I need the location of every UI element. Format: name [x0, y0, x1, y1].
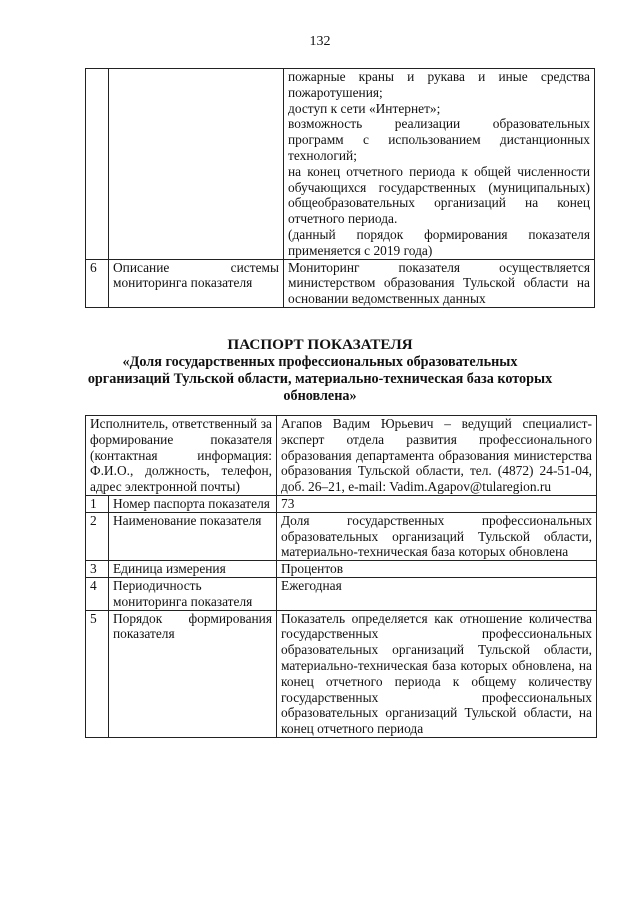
row-value: [284, 69, 595, 260]
row-number: 1: [86, 495, 109, 512]
executor-value: Агапов Вадим Юрьевич – ведущий специалист-эксперт отдела развития профессионального образования департамента образования министерства образования Тульской области, тел. (4872) 24-51-04, доб. 26–21, e-mail: Vadim.Agapov@tularegion.ru: [277, 416, 597, 496]
row-value: Процентов: [277, 561, 597, 578]
value-line: пожарные краны и рукава и иные средства пожаротушения;: [288, 69, 590, 100]
row-number: 2: [86, 512, 109, 560]
page-number: 132: [309, 34, 331, 49]
executor-label: Исполнитель, ответственный за формирование показателя (контактная информация: Ф.И.О., должность, телефон, адрес электронной почты): [86, 416, 277, 496]
row-label: Описание системы мониторинга показателя: [109, 259, 284, 307]
row-value: Показатель определяется как отношение количества государственных профессиональных образовательных организаций Тульской области, материально-техническая база которых обновлена, на конец отчетного периода к общему количеству государственных профессиональных образовательных организаций Тульской области, на конец отчетного периода: [277, 610, 597, 737]
row-number: 5: [86, 610, 109, 737]
row-label: Номер паспорта показателя: [109, 495, 277, 512]
row-value: 73: [277, 495, 597, 512]
row-number: 6: [86, 259, 109, 307]
table-row: [86, 495, 597, 512]
row-label: Периодичность мониторинга показателя: [109, 577, 277, 610]
row-label: [109, 69, 284, 260]
row-value: [284, 259, 595, 307]
row-label: Порядок формирования показателя: [109, 610, 277, 737]
row-label: Единица измерения: [109, 561, 277, 578]
value-line: Мониторинг показателя осуществляется министерством образования Тульской области на основании ведомственных данных: [288, 259, 590, 307]
value-line: доступ к сети «Интернет»;: [288, 100, 441, 116]
value-line: на конец отчетного периода к общей численности обучающихся государственных (муниципальных) общеобразовательных организаций на конец отчетного периода.: [288, 163, 590, 227]
passport-title: ПАСПОРТ ПОКАЗАТЕЛЯ: [227, 336, 413, 353]
table-row: [86, 416, 597, 496]
passport-subtitle: «Доля государственных профессиональных образовательных организаций Тульской области, материально-техническая база которых обновлена»: [87, 354, 553, 404]
value-line: (данный порядок формирования показателя применяется с 2019 года): [288, 226, 590, 258]
continuation-table: [85, 68, 595, 308]
table-row: [86, 561, 597, 578]
row-value: Ежегодная: [277, 577, 597, 610]
table-row: [86, 577, 597, 610]
row-number: 3: [86, 561, 109, 578]
row-value: Доля государственных профессиональных образовательных организаций Тульской области, материально-техническая база которых обновлена: [277, 512, 597, 560]
passport-heading: [0, 336, 640, 405]
table-row: [86, 259, 595, 307]
row-label: Наименование показателя: [109, 512, 277, 560]
table-row: [86, 610, 597, 737]
value-line: возможность реализации образовательных программ с использованием дистанционных технологий;: [288, 116, 590, 163]
row-number: [86, 69, 109, 260]
row-number: 4: [86, 577, 109, 610]
table-row: [86, 512, 597, 560]
passport-table: [85, 415, 597, 738]
table-row: [86, 69, 595, 260]
